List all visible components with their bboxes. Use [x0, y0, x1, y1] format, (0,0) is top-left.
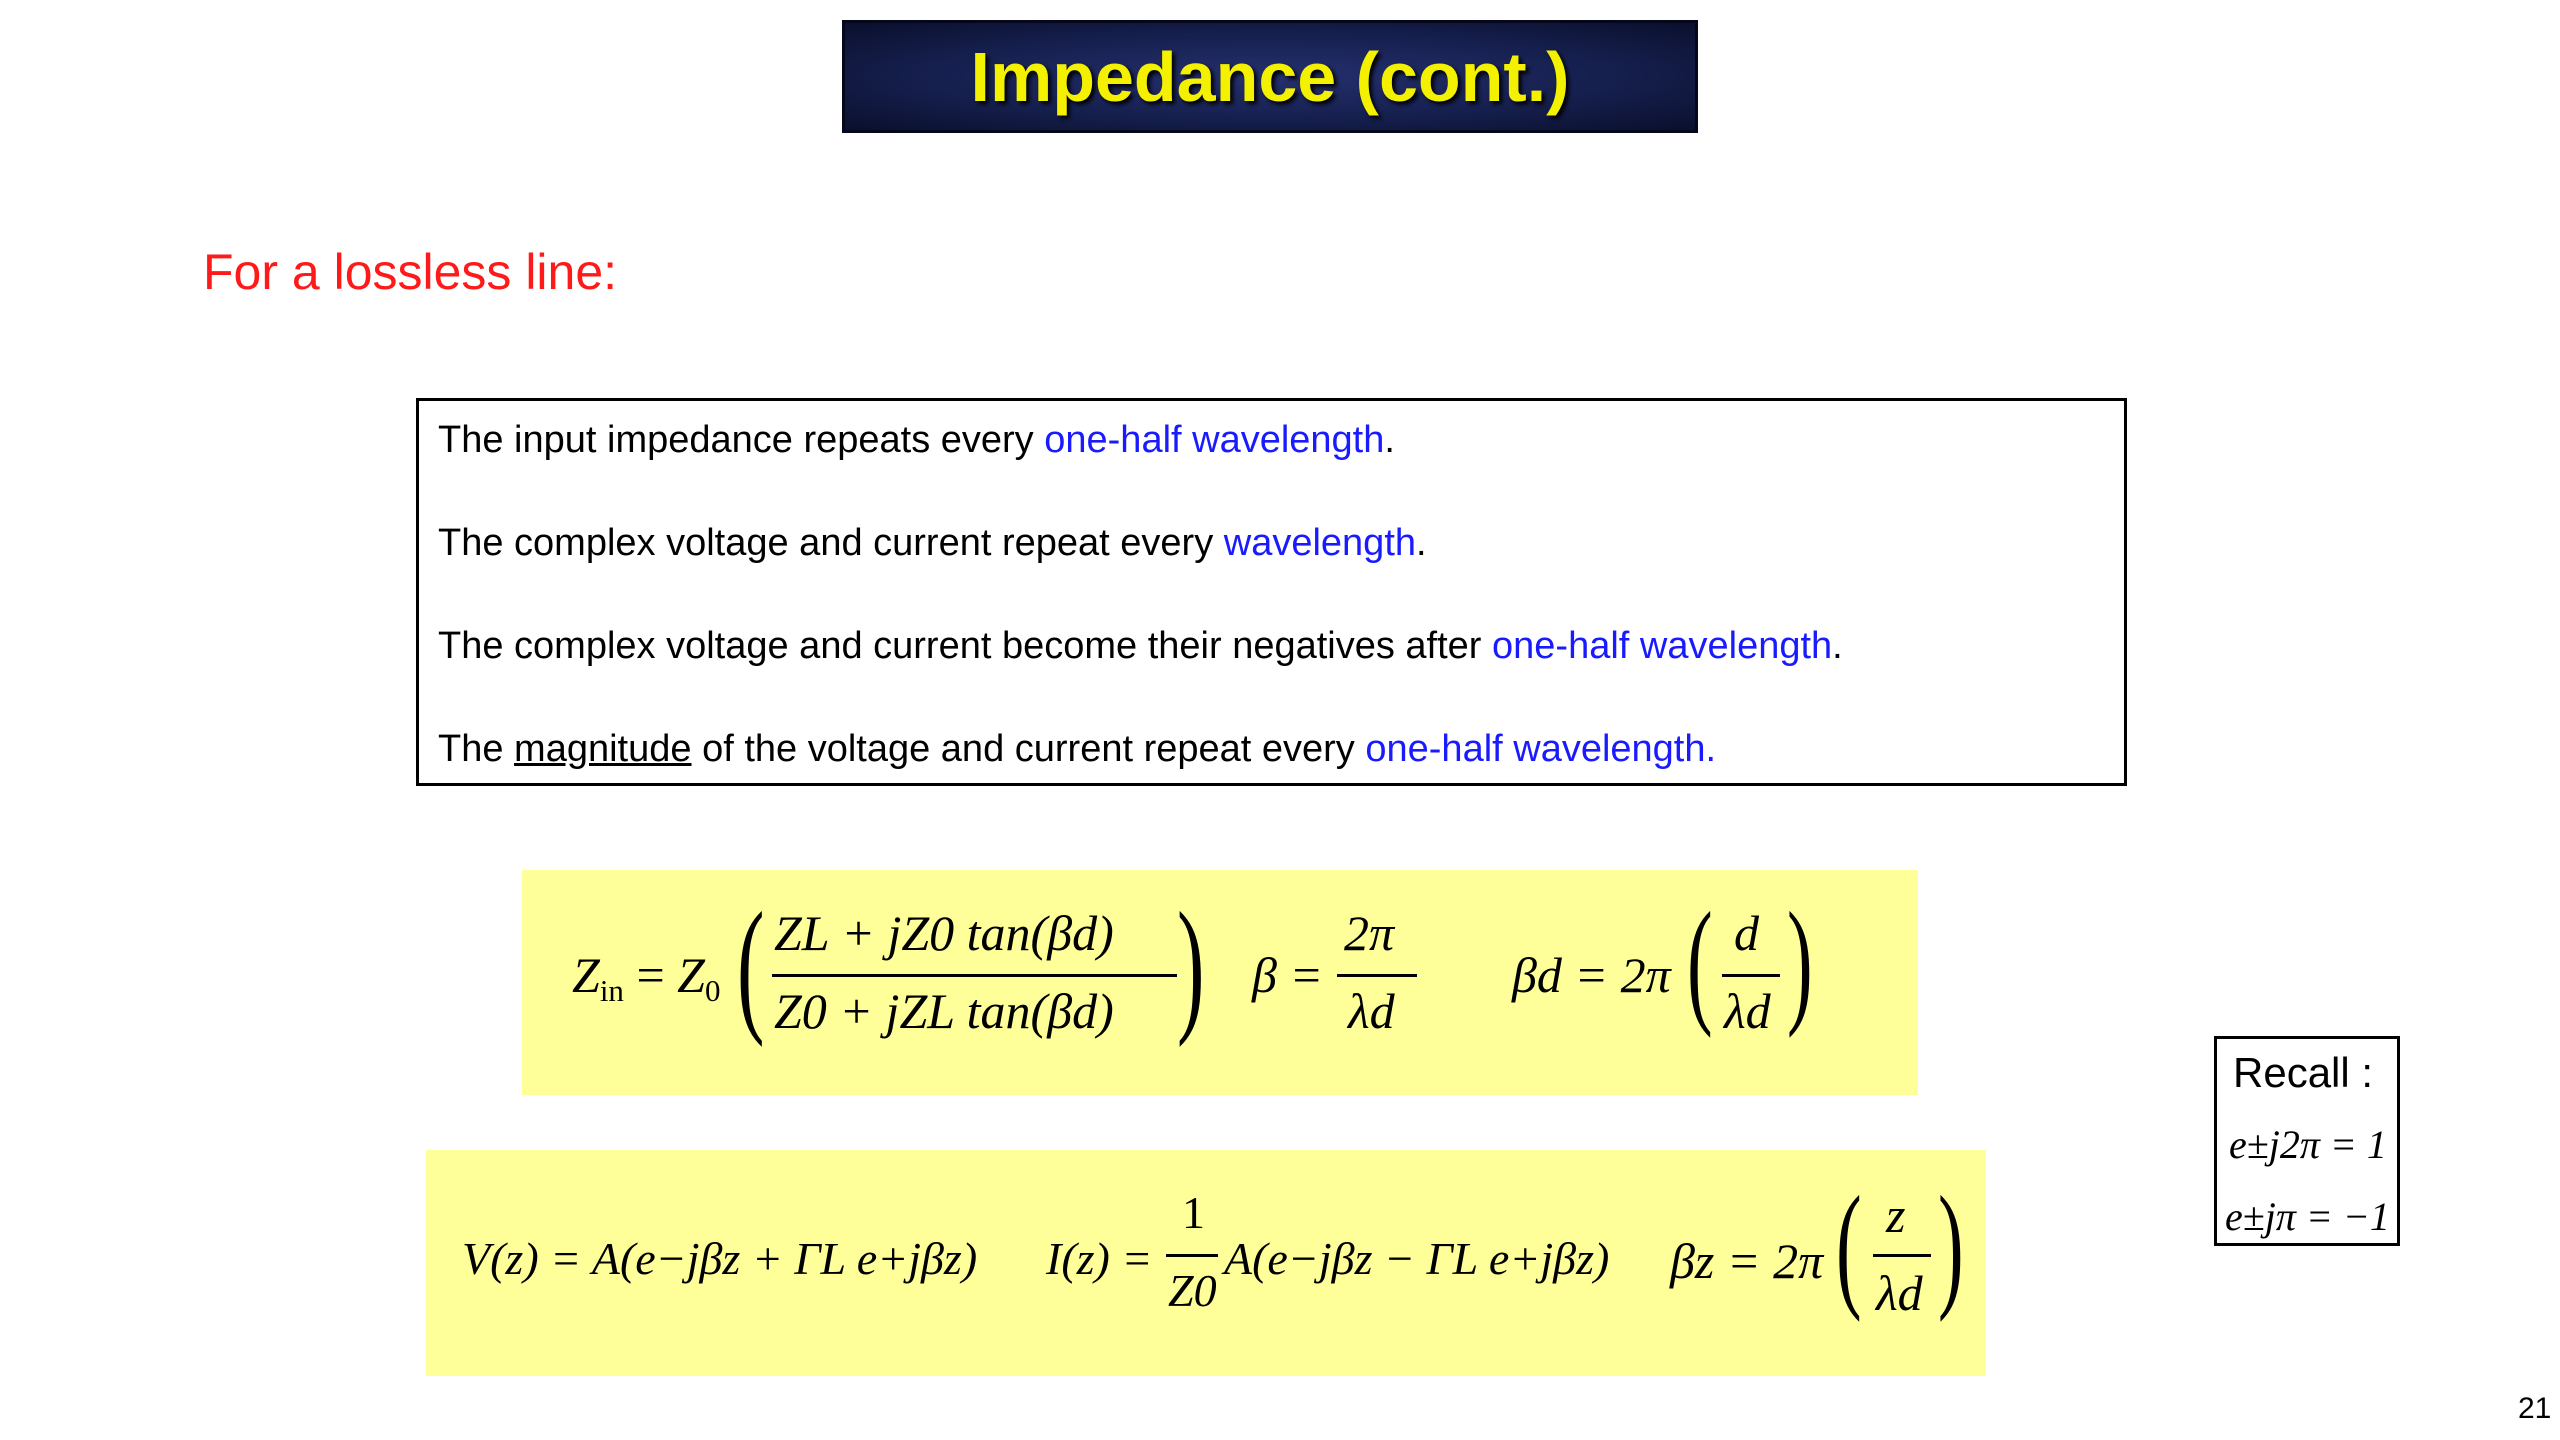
statement-1: [438, 419, 1395, 462]
recall-identity-1: e±j2π = 1: [2229, 1122, 2387, 1167]
slide-title: Impedance (cont.): [970, 37, 1570, 116]
left-paren: (: [737, 882, 765, 1048]
betaz-numerator: z: [1886, 1187, 1906, 1243]
title-banner: [842, 20, 1698, 133]
betad-lhs: βd = 2π: [1512, 947, 1671, 1003]
statement-4: [438, 728, 1716, 771]
fraction-bar: [1337, 974, 1417, 977]
fraction-bar: [1166, 1254, 1218, 1257]
statements-box: [416, 398, 2127, 786]
statement-text: The: [438, 728, 515, 770]
statement-highlight: one-half wavelength.: [1365, 728, 1717, 770]
impedance-equation-box: [522, 870, 1918, 1095]
left-paren: (: [1836, 1168, 1862, 1323]
statement-highlight: one-half wavelength: [1044, 419, 1385, 461]
beta-numerator: 2π: [1344, 905, 1395, 961]
statement-highlight: wavelength: [1223, 522, 1417, 564]
voltage-current-equation-box: [426, 1150, 1986, 1376]
zin-lhs: Zin = Z0: [572, 947, 721, 1009]
subtitle: For a lossless line:: [203, 244, 618, 300]
statement-text: of the voltage and current repeat every: [691, 728, 1366, 770]
statement-punct: .: [1384, 419, 1395, 461]
betaz-lhs: βz = 2π: [1670, 1233, 1824, 1289]
betaz-denominator: λd: [1876, 1265, 1923, 1321]
current-fraction-numerator: 1: [1182, 1187, 1205, 1238]
beta-lhs: β =: [1252, 947, 1324, 1003]
right-paren: ): [1787, 884, 1813, 1039]
betad-numerator: d: [1734, 905, 1759, 961]
fraction-bar: [772, 974, 1177, 977]
fraction-bar: [1873, 1254, 1931, 1257]
current-rhs: A(e−jβz − ΓL e+jβz): [1224, 1233, 1610, 1284]
right-paren: ): [1177, 882, 1205, 1048]
voltage-equation: V(z) = A(e−jβz + ΓL e+jβz): [462, 1233, 978, 1284]
beta-denominator: λd: [1348, 983, 1395, 1039]
statement-3: [438, 625, 1843, 668]
left-paren: (: [1687, 884, 1713, 1039]
betad-denominator: λd: [1724, 983, 1771, 1039]
right-paren: ): [1938, 1168, 1964, 1323]
current-lhs: I(z) =: [1046, 1233, 1153, 1284]
statement-highlight: one-half wavelength: [1492, 625, 1833, 667]
statement-underlined: magnitude: [514, 728, 692, 770]
zin-denominator: Z0 + jZL tan(βd): [774, 983, 1114, 1039]
recall-box: [2214, 1036, 2400, 1246]
recall-label: Recall :: [2233, 1049, 2374, 1096]
recall-identity-2: e±jπ = −1: [2225, 1194, 2390, 1239]
statement-punct: .: [1832, 625, 1843, 667]
fraction-bar: [1722, 974, 1780, 977]
current-fraction-denominator: Z0: [1168, 1265, 1217, 1316]
statement-text: The input impedance repeats every: [438, 419, 1045, 461]
page-number: 21: [2518, 1392, 2552, 1425]
zin-numerator: ZL + jZ0 tan(βd): [774, 905, 1114, 961]
statement-punct: .: [1416, 522, 1427, 564]
statement-2: [438, 522, 1427, 565]
statement-text: The complex voltage and current become their negatives after: [438, 625, 1493, 667]
statement-text: The complex voltage and current repeat every: [438, 522, 1224, 564]
